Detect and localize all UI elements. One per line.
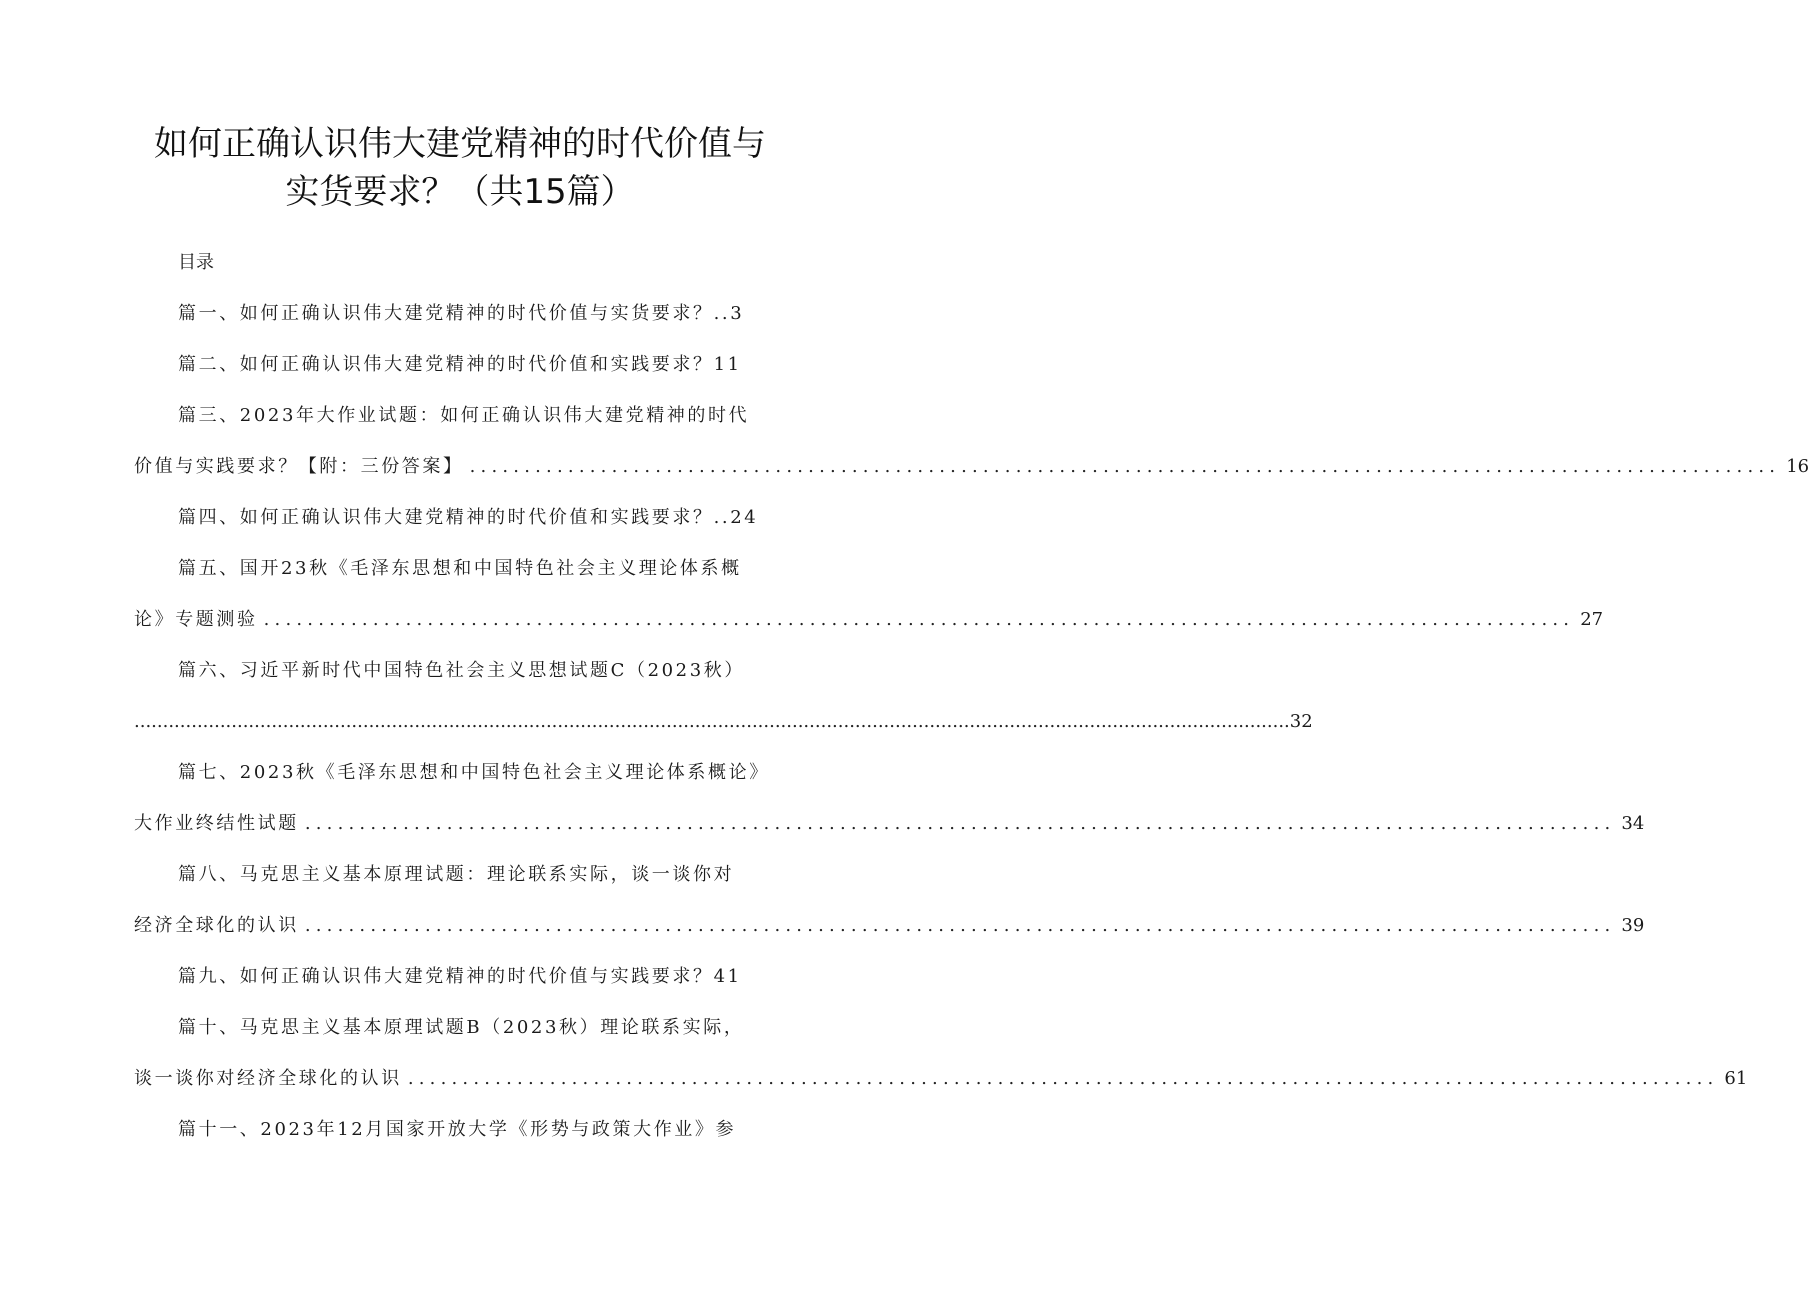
toc-entry-3-page: 16 <box>1786 456 1809 477</box>
toc-entry-6-line-1[interactable]: 篇六、习近平新时代中国特色社会主义思想试题C（2023秋） <box>178 660 745 681</box>
toc-heading: 目录 <box>178 252 214 273</box>
toc-entry-6-line-2[interactable] <box>134 710 1313 734</box>
toc-entry-5-line-1[interactable]: 篇五、国开23秋《毛泽东思想和中国特色社会主义理论体系概 <box>178 558 742 579</box>
toc-entry-5-page: 27 <box>1580 609 1604 630</box>
toc-entry-8-page: 39 <box>1621 915 1645 936</box>
toc-entry-7-page: 34 <box>1621 813 1645 834</box>
toc-entry-6-page: 32 <box>1289 711 1313 732</box>
toc-entry-10-line-2[interactable] <box>134 1067 1748 1091</box>
toc-entry-7-line-2[interactable] <box>134 812 1645 836</box>
toc-entry-2[interactable]: 篇二、如何正确认识伟大建党精神的时代价值和实践要求？11 <box>178 354 742 375</box>
dot-leader: ........................................................................................................................ <box>469 456 1781 477</box>
dot-leader: .......................................................................................................................................................................................................... <box>134 711 1290 732</box>
dot-leader: ........................................................................................................................ <box>407 1068 1719 1089</box>
toc-entry-3-line-2[interactable] <box>134 455 1809 479</box>
toc-entry-5-text: 论》专题测验 <box>134 609 258 630</box>
toc-entry-9[interactable]: 篇九、如何正确认识伟大建党精神的时代价值与实践要求？41 <box>178 966 742 987</box>
toc-entry-5-line-2[interactable] <box>134 608 1604 632</box>
toc-entry-3-text: 价值与实践要求？【附：三份答案】 <box>134 456 464 477</box>
toc-entry-8-text: 经济全球化的认识 <box>134 915 299 936</box>
toc-entry-3-line-1[interactable]: 篇三、2023年大作业试题：如何正确认识伟大建党精神的时代 <box>178 405 750 426</box>
toc-entry-8-line-2[interactable] <box>134 914 1645 938</box>
document-title-line-1: 如何正确认识伟大建党精神的时代价值与 <box>154 124 766 164</box>
toc-entry-4[interactable]: 篇四、如何正确认识伟大建党精神的时代价值和实践要求？..24 <box>178 507 759 528</box>
document-title-line-2: 实货要求？（共15篇） <box>285 172 635 212</box>
toc-entry-7-line-1[interactable]: 篇七、2023秋《毛泽东思想和中国特色社会主义理论体系概论》 <box>178 762 770 783</box>
toc-entry-8-line-1[interactable]: 篇八、马克思主义基本原理试题：理论联系实际，谈一谈你对 <box>178 864 735 885</box>
dot-leader: ........................................................................................................................ <box>263 609 1575 630</box>
toc-entry-1[interactable]: 篇一、如何正确认识伟大建党精神的时代价值与实货要求？..3 <box>178 303 745 324</box>
dot-leader: ........................................................................................................................ <box>304 915 1616 936</box>
toc-entry-10-page: 61 <box>1724 1068 1748 1089</box>
toc-entry-10-text: 谈一谈你对经济全球化的认识 <box>134 1068 402 1089</box>
toc-entry-10-line-1[interactable]: 篇十、马克思主义基本原理试题B（2023秋）理论联系实际， <box>178 1017 745 1038</box>
toc-entry-7-text: 大作业终结性试题 <box>134 813 299 834</box>
dot-leader: ........................................................................................................................ <box>304 813 1616 834</box>
toc-entry-11-line-1[interactable]: 篇十一、2023年12月国家开放大学《形势与政策大作业》参 <box>178 1119 737 1140</box>
